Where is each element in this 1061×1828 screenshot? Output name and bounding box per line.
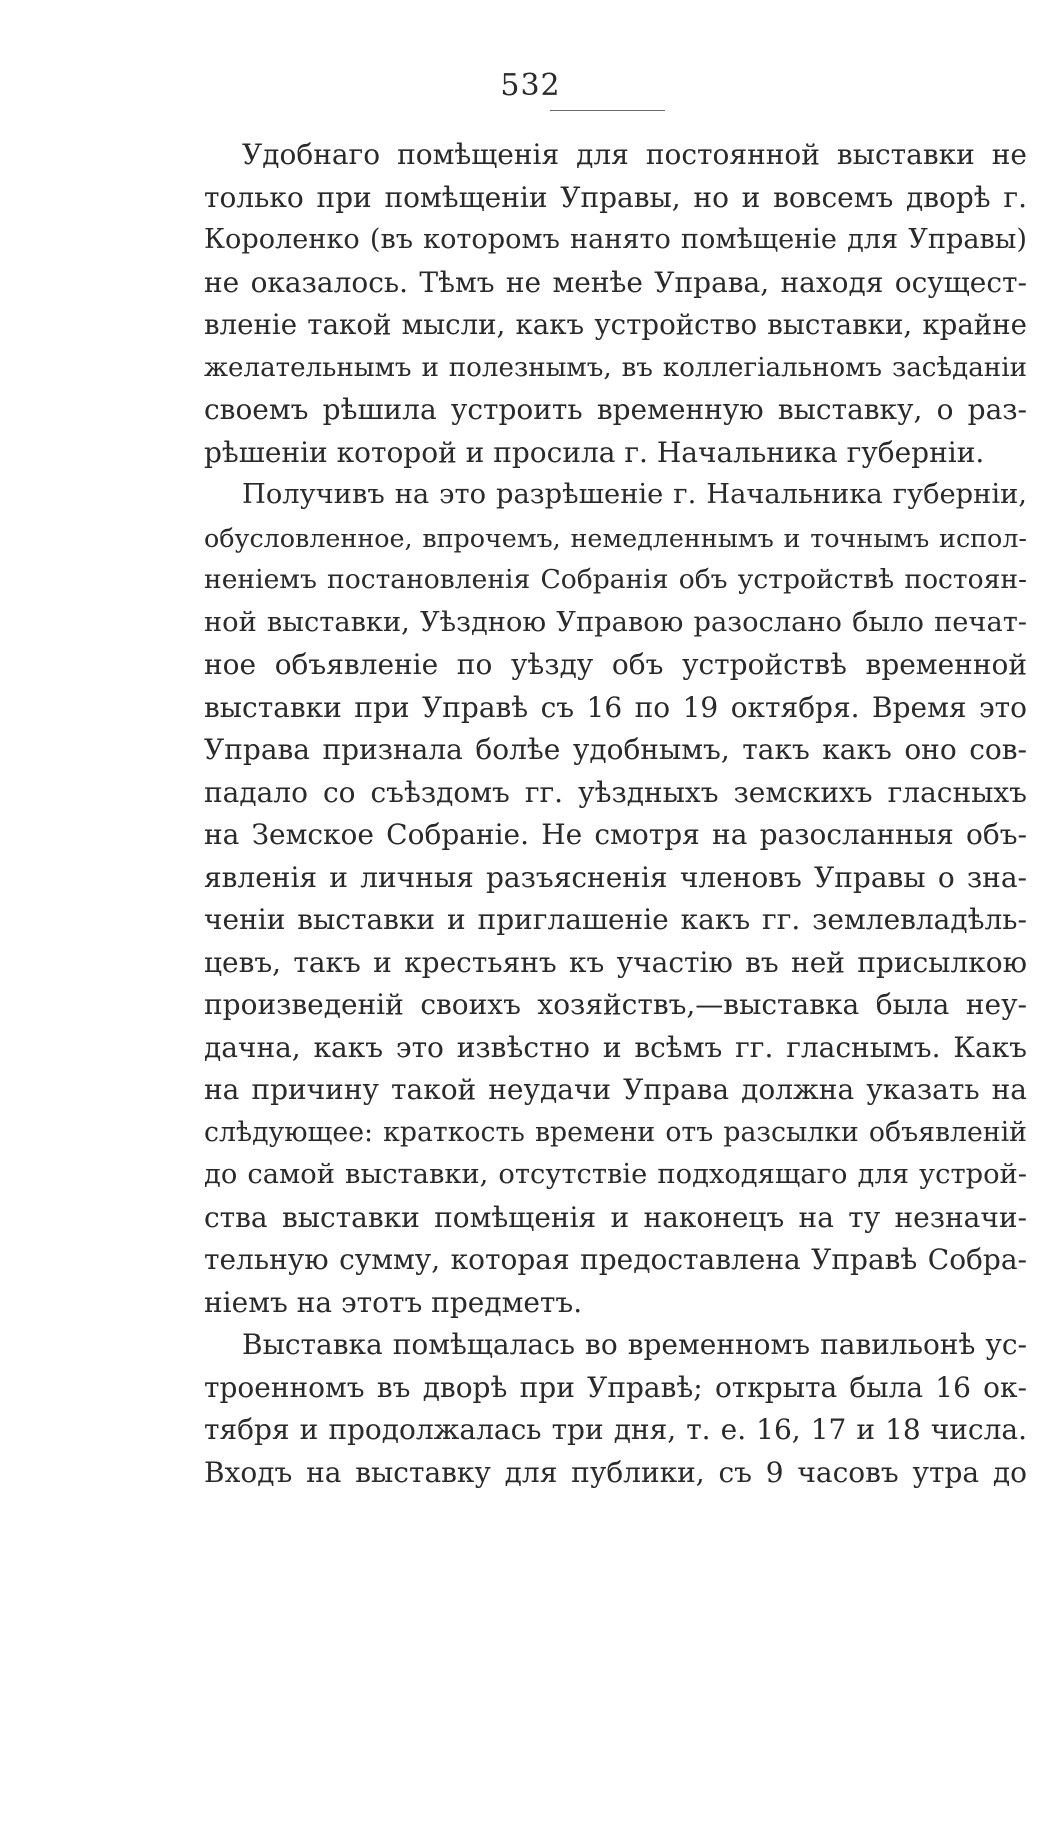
text-line: тельную сумму, которая предоставлена Управѣ Собра-: [204, 1243, 1027, 1276]
text-line: только при помѣщеніи Управы, но и вовсемъ дворѣ г.: [204, 180, 1027, 214]
text-line: рѣшеніи которой и просила г. Начальника губерніи.: [204, 435, 985, 469]
text-line: Входъ на выставку для публики, съ 9 часовъ утра до: [204, 1455, 1027, 1489]
text-line: дачна, какъ это извѣстно и всѣмъ гг. гласнымъ. Какъ: [204, 1030, 1027, 1064]
text-line: неніемъ постановленія Собранія объ устройствѣ постоян-: [204, 564, 1027, 595]
text-line: Получивъ на это разрѣшеніе г. Начальника губерніи,: [242, 479, 1027, 510]
text-line: ное объявленіе по уѣзду объ устройствѣ временной: [204, 648, 1027, 681]
body-text: [204, 134, 1027, 1494]
text-line: на Земское Собраніе. Не смотря на разосланныя объ-: [204, 818, 1027, 851]
text-line: Управа признала болѣе удобнымъ, такъ какъ оно сов-: [204, 733, 1027, 766]
text-line: на причину такой неудачи Управа должна указать на: [204, 1073, 1027, 1106]
text-line: троенномъ въ дворѣ при Управѣ; открыта была 16 ок-: [204, 1370, 1027, 1404]
text-line: тября и продолжалась три дня, т. е. 16, 17 и 18 числа.: [204, 1413, 1027, 1446]
text-line: желательнымъ и полезнымъ, въ коллегіальномъ засѣданіи: [204, 352, 1027, 383]
text-line: обусловленное, впрочемъ, немедленнымъ и точнымъ испол-: [204, 522, 1027, 553]
text-line: вленіе такой мысли, какъ устройство выставки, крайне: [204, 308, 1027, 341]
text-line: Выставка помѣщалась во временномъ павильонѣ ус-: [242, 1328, 1027, 1361]
text-line: Короленко (въ которомъ нанято помѣщеніе для Управы): [204, 224, 1027, 255]
page-number: 532: [500, 68, 561, 103]
text-line: ства выставки помѣщенія и наконецъ на ту незначи-: [204, 1200, 1027, 1234]
text-line: цевъ, такъ и крестьянъ къ участію въ ней присылкою: [204, 945, 1027, 979]
text-line: ченіи выставки и приглашеніе какъ гг. землевладѣль-: [204, 903, 1027, 936]
text-line: Удобнаго помѣщенія для постоянной выставки не: [242, 138, 1027, 171]
text-line: до самой выставки, отсутствіе подходящаго для устрой-: [204, 1159, 1027, 1190]
text-line: выставки при Управѣ съ 16 по 19 октября. Время это: [204, 690, 1027, 724]
text-line: ніемъ на этотъ предметъ.: [204, 1285, 583, 1319]
text-line: ной выставки, Уѣздною Управою разослано было печат-: [204, 606, 1027, 638]
text-line: явленія и личныя разъясненія членовъ Управы о зна-: [204, 860, 1027, 894]
text-line: падало со съѣздомъ гг. уѣздныхъ земскихъ гласныхъ: [204, 775, 1027, 809]
text-line: слѣдующее: краткость времени отъ разсылки объявленій: [204, 1116, 1027, 1148]
text-line: не оказалось. Тѣмъ не менѣе Управа, находя осущест-: [204, 265, 1027, 299]
header-rule: [550, 110, 665, 111]
text-line: произведеній своихъ хозяйствъ,—выставка была неу-: [204, 988, 1027, 1021]
text-line: своемъ рѣшила устроить временную выставку, о раз-: [204, 393, 1027, 426]
